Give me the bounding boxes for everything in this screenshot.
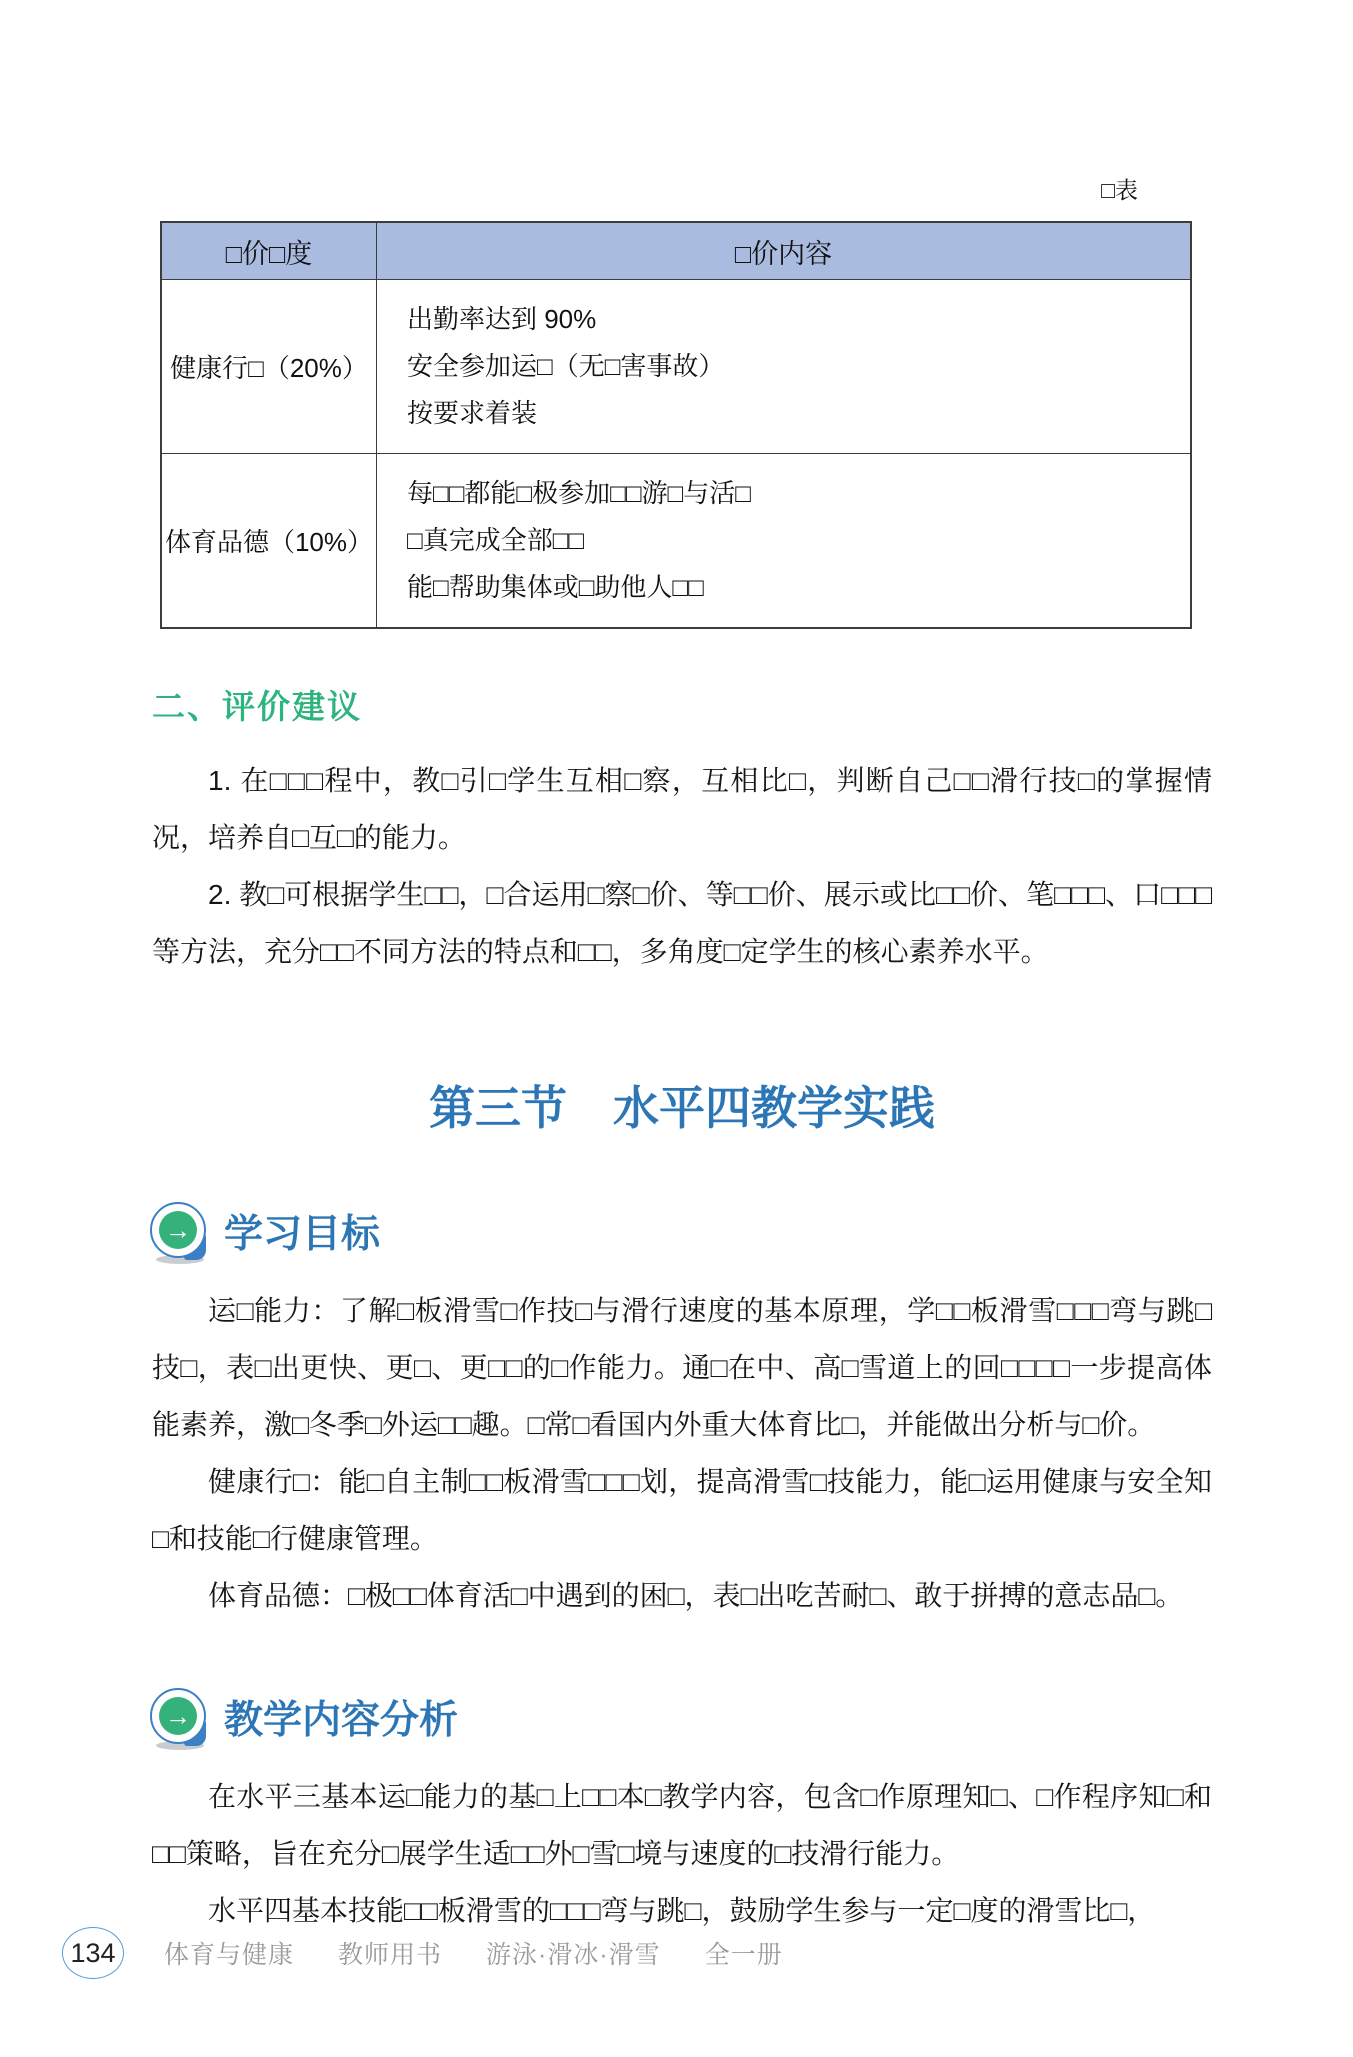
criterion-item: 每□□都能□极参加□□游□与活□ [407,478,751,508]
content-analysis-heading [150,1688,1212,1746]
criterion-item: 出勤率达到 90% [407,304,597,334]
section-title: 学习目标 [224,1213,381,1256]
icon-ring [150,1688,206,1744]
footer-series: 体育与健康 [164,1941,295,1969]
continuation-note: □表 [1101,177,1138,203]
learning-goals-heading [150,1202,1212,1260]
dimension-cell: 健康行□（20%） [161,280,377,454]
table-header-content: □价内容 [377,222,1192,280]
section-title: 教学内容分析 [224,1699,459,1742]
learning-goal-paragraph: 健康行□：能□自主制□□板滑雪□□□划，提高滑雪□技能力，能□运用健康与安全知□和技能□行健康管理。 [152,1466,1212,1554]
content-analysis-body [152,1768,1212,1939]
footer-volume: 全一册 [704,1941,783,1969]
learning-goals-body [152,1282,1212,1624]
criteria-cell [377,280,1192,454]
page-number-badge: 134 [62,1927,124,1979]
table-row [161,280,1191,454]
evaluation-paragraph: 2. 教□可根据学生□□，□合运用□察□价、等□□价、展示或比□□价、笔□□□、口□□□等方法，充分□□不同方法的特点和□□，多角度□定学生的核心素养水平。 [152,879,1212,967]
learning-goal-paragraph: 体育品德：□极□□体育活□中遇到的困□，表□出吃苦耐□、敢于拼搏的意志品□。 [208,1580,1184,1611]
evaluation-paragraph: 1. 在□□□程中，教□引□学生互相□察，互相比□，判断自己□□滑行技□的掌握情况，培养自□互□的能力。 [152,765,1212,853]
arrow-badge-icon [150,1688,208,1746]
criterion-item: 能□帮助集体或□助他人□□ [407,572,704,602]
criterion-item: 按要求着装 [407,398,538,428]
evaluation-table [160,221,1192,629]
footer-topics: 游泳·滑冰·滑雪 [486,1941,661,1969]
dimension-cell: 体育品德（10%） [161,454,377,629]
right-arrow-icon: → [159,1211,197,1249]
criteria-cell [377,454,1192,629]
page-footer [62,1927,783,1979]
learning-goal-paragraph: 运□能力：了解□板滑雪□作技□与滑行速度的基本原理，学□□板滑雪□□□弯与跳□技□，表□出更快、更□、更□□的□作能力。通□在中、高□雪道上的回□□□□一步提高体能素养，激□冬季□外运□□趣。□常□看国内外重大体育比□，并能做出分析与□价。 [152,1295,1212,1440]
arrow-badge-icon [150,1202,208,1260]
criterion-item: □真完成全部□□ [407,525,585,555]
criterion-item: 安全参加运□（无□害事故） [407,351,725,381]
content-analysis-paragraph: 在水平三基本运□能力的基□上□□本□教学内容，包含□作原理知□、□作程序知□和□□策略，旨在充分□展学生适□□外□雪□境与速度的□技滑行能力。 [152,1781,1212,1869]
right-arrow-icon: → [159,1697,197,1735]
evaluation-suggestion-heading: 二、评价建议 [152,688,362,725]
chapter-title: 第三节 水平四教学实践 [429,1083,935,1134]
page-content [0,172,1353,1939]
table-header-row [161,222,1191,280]
table-row [161,454,1191,629]
content-analysis-paragraph: 水平四基本技能□□板滑雪的□□□弯与跳□，鼓励学生参与一定□度的滑雪比□， [208,1895,1156,1926]
footer-book-type: 教师用书 [338,1941,443,1969]
icon-ring [150,1202,206,1258]
table-header-dimension: □价□度 [161,222,377,280]
